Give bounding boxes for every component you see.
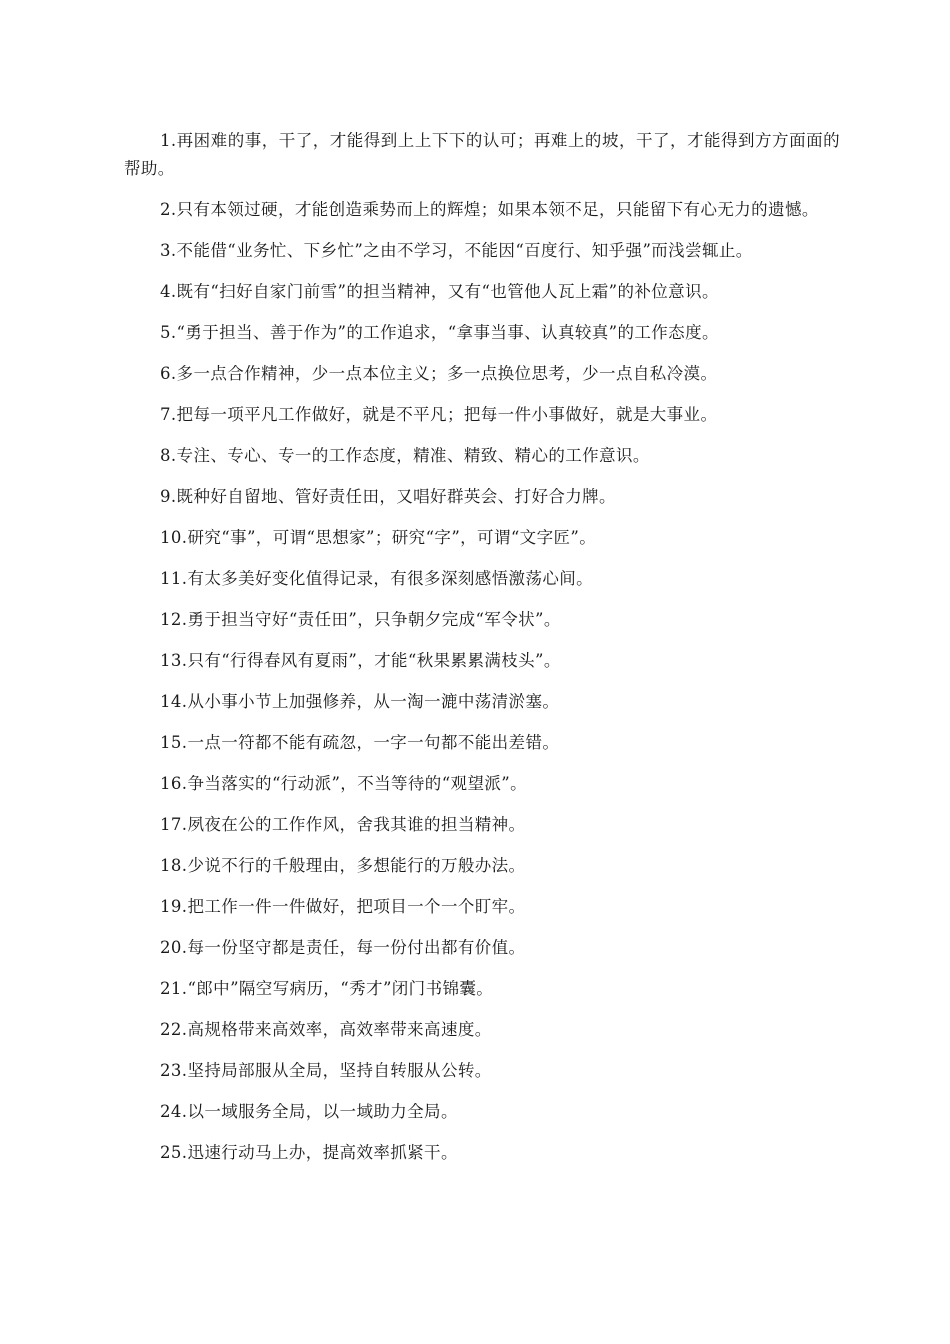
list-item: 7.把每一项平凡工作做好，就是不平凡；把每一件小事做好，就是大事业。 [160,405,718,425]
list-item: 4.既有“扫好自家门前雪”的担当精神，又有“也管他人瓦上霜”的补位意识。 [160,282,719,302]
list-item: 11.有太多美好变化值得记录，有很多深刻感悟激荡心间。 [160,569,594,589]
list-item: 14.从小事小节上加强修养，从一淘一漉中荡清淤塞。 [160,692,560,712]
list-item: 24.以一域服务全局，以一域助力全局。 [160,1102,458,1122]
list-item: 21.“郎中”隔空写病历，“秀才”闭门书锦囊。 [160,979,494,999]
list-item: 19.把工作一件一件做好，把项目一个一个盯牢。 [160,897,526,917]
list-item: 13.只有“行得春风有夏雨”，才能“秋果累累满枝头”。 [160,651,561,671]
list-item: 1.再困难的事，干了，才能得到上上下下的认可；再难上的坡，干了，才能得到方方面面的帮助。 [124,131,840,179]
list-item: 18.少说不行的千般理由，多想能行的万般办法。 [160,856,526,876]
list-item: 25.迅速行动马上办，提高效率抓紧干。 [160,1143,458,1163]
list-item: 12.勇于担当守好“责任田”，只争朝夕完成“军令状”。 [160,610,561,630]
list-item: 20.每一份坚守都是责任，每一份付出都有价值。 [160,938,526,958]
list-item: 17.夙夜在公的工作作风，舍我其谁的担当精神。 [160,815,526,835]
list-item: 8.专注、专心、专一的工作态度，精准、精致、精心的工作意识。 [160,446,650,466]
list-item: 22.高规格带来高效率，高效率带来高速度。 [160,1020,492,1040]
document-body [124,127,840,1180]
list-item: 16.争当落实的“行动派”，不当等待的“观望派”。 [160,774,527,794]
list-item: 15.一点一符都不能有疏忽，一字一句都不能出差错。 [160,733,560,753]
list-item: 23.坚持局部服从全局，坚持自转服从公转。 [160,1061,492,1081]
list-item: 10.研究“事”，可谓“思想家”；研究“字”，可谓“文字匠”。 [160,528,597,548]
list-item: 2.只有本领过硬，才能创造乘势而上的辉煌；如果本领不足，只能留下有心无力的遗憾。 [160,200,819,220]
list-item: 3.不能借“业务忙、下乡忙”之由不学习，不能因“百度行、知乎强”而浅尝辄止。 [160,241,753,261]
list-item: 5.“勇于担当、善于作为”的工作追求，“拿事当事、认真较真”的工作态度。 [160,323,719,343]
list-item: 9.既种好自留地、管好责任田，又唱好群英会、打好合力牌。 [160,487,616,507]
list-item: 6.多一点合作精神，少一点本位主义；多一点换位思考，少一点自私冷漠。 [160,364,718,384]
